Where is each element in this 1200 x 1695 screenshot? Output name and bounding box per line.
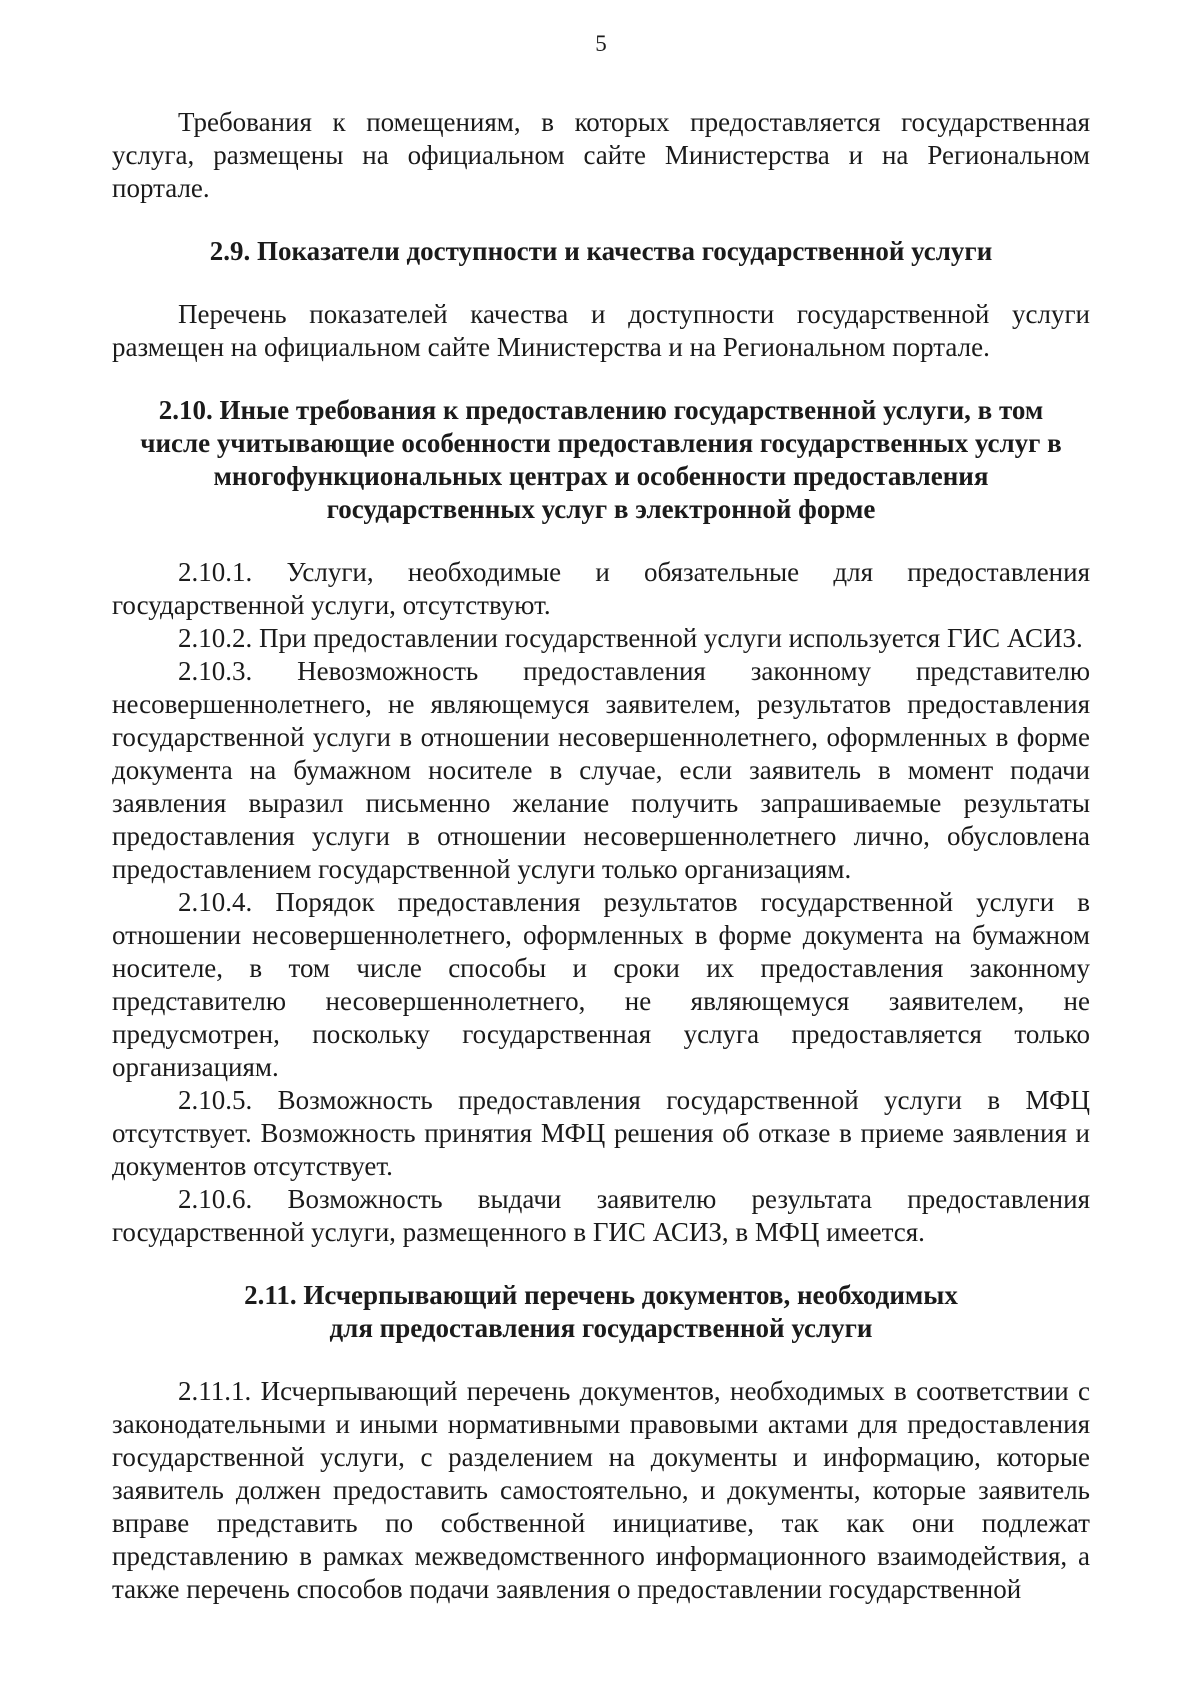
paragraph-2-11-1: 2.11.1. Исчерпывающий перечень документов, необходимых в соответствии с законодательными и иными нормативными правовыми актами для предоставления государственной услуги, с разделением на документы и информацию, которые заявитель должен предоставить самостоятельно, и документы, которые заявитель вправе представить по собственной инициативе, так как они подлежат представлению в рамках межведомственного информационного взаимодействия, а также перечень способов подачи заявления о предоставлении государственной <box>112 1376 1090 1604</box>
intro-paragraph: Требования к помещениям, в которых предоставляется государственная услуга, размещены на официальном сайте Министерства и на Региональном портале. <box>112 107 1090 203</box>
section-2-10-heading: 2.10. Иные требования к предоставлению государственной услуги, в том числе учитывающие особенности предоставления государственных услуг в многофункциональных центрах и особенности предоставления государственных услуг в электронной форме <box>140 395 1062 524</box>
section-2-10-body <box>112 556 1090 1249</box>
section-2-9 <box>112 235 1090 268</box>
paragraph-2-10-5: 2.10.5. Возможность предоставления государственной услуги в МФЦ отсутствует. Возможность принятия МФЦ решения об отказе в приеме заявления и документов отсутствует. <box>112 1085 1090 1181</box>
paragraph-2-10-1: 2.10.1. Услуги, необходимые и обязательные для предоставления государственной услуги, отсутствуют. <box>112 557 1090 620</box>
section-2-9-paragraph: Перечень показателей качества и доступности государственной услуги размещен на официальном сайте Министерства и на Региональном портале. <box>112 299 1090 362</box>
paragraph-2-10-4: 2.10.4. Порядок предоставления результатов государственной услуги в отношении несовершеннолетнего, оформленных в форме документа на бумажном носителе, в том числе способы и сроки их предоставления законному представителю несовершеннолетнего, не являющемуся заявителем, не предусмотрен, поскольку государственная услуга предоставляется только организациям. <box>112 887 1090 1082</box>
paragraph-2-10-2: 2.10.2. При предоставлении государственной услуги используется ГИС АСИЗ. <box>178 623 1083 653</box>
section-2-11 <box>112 1279 1090 1345</box>
paragraph-2-10-6: 2.10.6. Возможность выдачи заявителю результата предоставления государственной услуги, размещенного в ГИС АСИЗ, в МФЦ имеется. <box>112 1184 1090 1247</box>
section-2-9-heading: 2.9. Показатели доступности и качества государственной услуги <box>209 236 993 266</box>
document-page <box>112 30 1090 1606</box>
section-2-11-heading: 2.11. Исчерпывающий перечень документов, необходимых для предоставления государственной услуги <box>244 1280 958 1343</box>
paragraph-2-10-3: 2.10.3. Невозможность предоставления законному представителю несовершеннолетнего, не являющемуся заявителем, результатов предоставления государственной услуги в отношении несовершеннолетнего, оформленных в форме документа на бумажном носителе в случае, если заявитель в момент подачи заявления выразил письменно желание получить запрашиваемые результаты предоставления услуги в отношении несовершеннолетнего лично, обусловлена предоставлением государственной услуги только организациям. <box>112 656 1090 884</box>
section-2-10 <box>112 394 1090 526</box>
page-number: 5 <box>595 31 607 56</box>
